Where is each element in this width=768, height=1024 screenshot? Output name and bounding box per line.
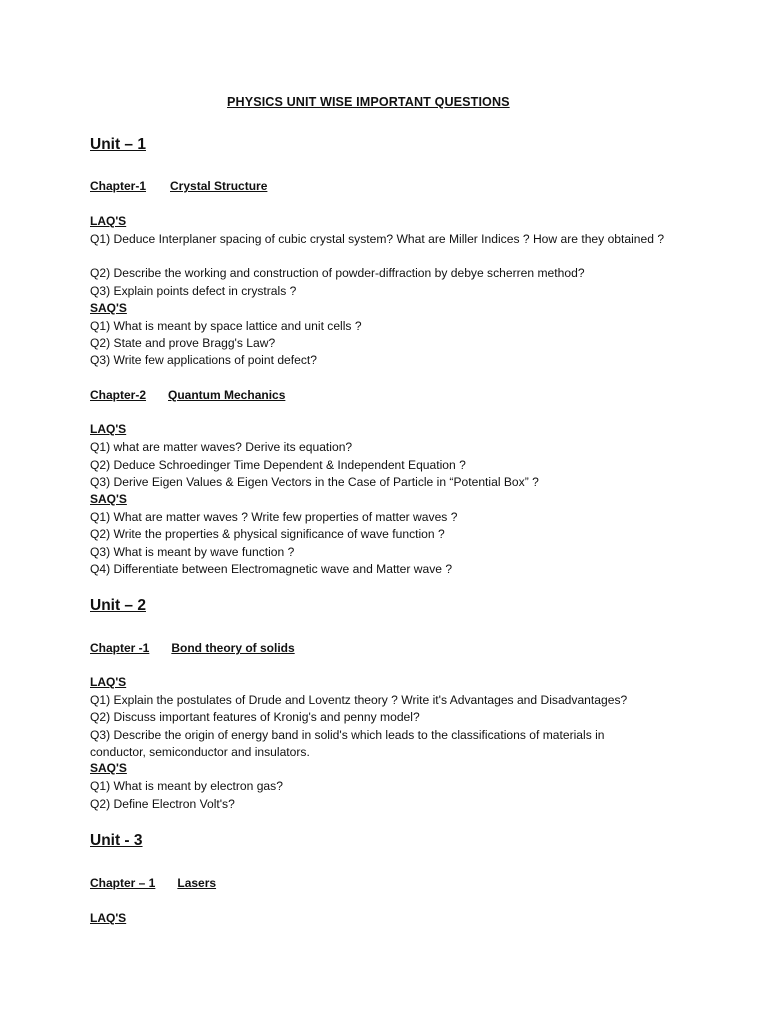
chapter-label: Chapter – 1	[90, 876, 156, 890]
saq-heading: SAQ'S	[90, 301, 127, 315]
chapter-name: Crystal Structure	[170, 179, 268, 193]
question: Q1) Deduce Interplaner spacing of cubic crystal system? What are Miller Indices ? How are they obtained ?	[90, 232, 665, 246]
chapter-name: Bond theory of solids	[171, 641, 295, 655]
unit-3-chapter-1-heading	[90, 876, 216, 890]
page-title: PHYSICS UNIT WISE IMPORTANT QUESTIONS	[227, 95, 510, 109]
chapter-label: Chapter -1	[90, 641, 150, 655]
question: Q3) Describe the origin of energy band in solid's which leads to the classifications of materials in conductor, semiconductor and insulators.	[90, 728, 605, 759]
question: Q1) What is meant by space lattice and unit cells ?	[90, 319, 362, 333]
chapter-name: Quantum Mechanics	[168, 388, 286, 402]
question: Q2) State and prove Bragg's Law?	[90, 336, 276, 350]
question: Q1) What are matter waves ? Write few properties of matter waves ?	[90, 510, 458, 524]
question: Q2) Define Electron Volt's?	[90, 797, 235, 811]
question: Q3) Derive Eigen Values & Eigen Vectors in the Case of Particle in “Potential Box” ?	[90, 475, 539, 489]
question: Q1) What is meant by electron gas?	[90, 779, 283, 793]
chapter-name: Lasers	[177, 876, 217, 890]
question: Q2) Describe the working and construction of powder-diffraction by debye scherren method?	[90, 266, 585, 280]
unit-2-chapter-1-heading	[90, 641, 295, 655]
question: Q3) What is meant by wave function ?	[90, 545, 295, 559]
laq-heading: LAQ'S	[90, 675, 127, 689]
question: Q3) Write few applications of point defect?	[90, 353, 317, 367]
saq-heading: SAQ'S	[90, 492, 127, 506]
laq-heading: LAQ'S	[90, 911, 127, 925]
chapter-label: Chapter-2	[90, 388, 147, 402]
question: Q2) Deduce Schroedinger Time Dependent & Independent Equation ?	[90, 458, 466, 472]
chapter-label: Chapter-1	[90, 179, 147, 193]
question: Q1) Explain the postulates of Drude and Loventz theory ? Write it's Advantages and Disadvantages?	[90, 693, 628, 707]
saq-heading: SAQ'S	[90, 761, 127, 775]
laq-heading: LAQ'S	[90, 214, 127, 228]
unit-3-heading: Unit - 3	[90, 832, 143, 849]
laq-heading: LAQ'S	[90, 422, 127, 436]
unit-1-heading: Unit – 1	[90, 136, 146, 153]
question: Q3) Explain points defect in crystrals ?	[90, 284, 297, 298]
unit-2-heading: Unit – 2	[90, 597, 146, 614]
unit-1-chapter-1-heading	[90, 179, 267, 193]
question: Q1) what are matter waves? Derive its equation?	[90, 440, 353, 454]
question: Q2) Discuss important features of Kronig's and penny model?	[90, 710, 420, 724]
question: Q4) Differentiate between Electromagnetic wave and Matter wave ?	[90, 562, 453, 576]
unit-1-chapter-2-heading	[90, 388, 285, 402]
question: Q2) Write the properties & physical significance of wave function ?	[90, 527, 445, 541]
